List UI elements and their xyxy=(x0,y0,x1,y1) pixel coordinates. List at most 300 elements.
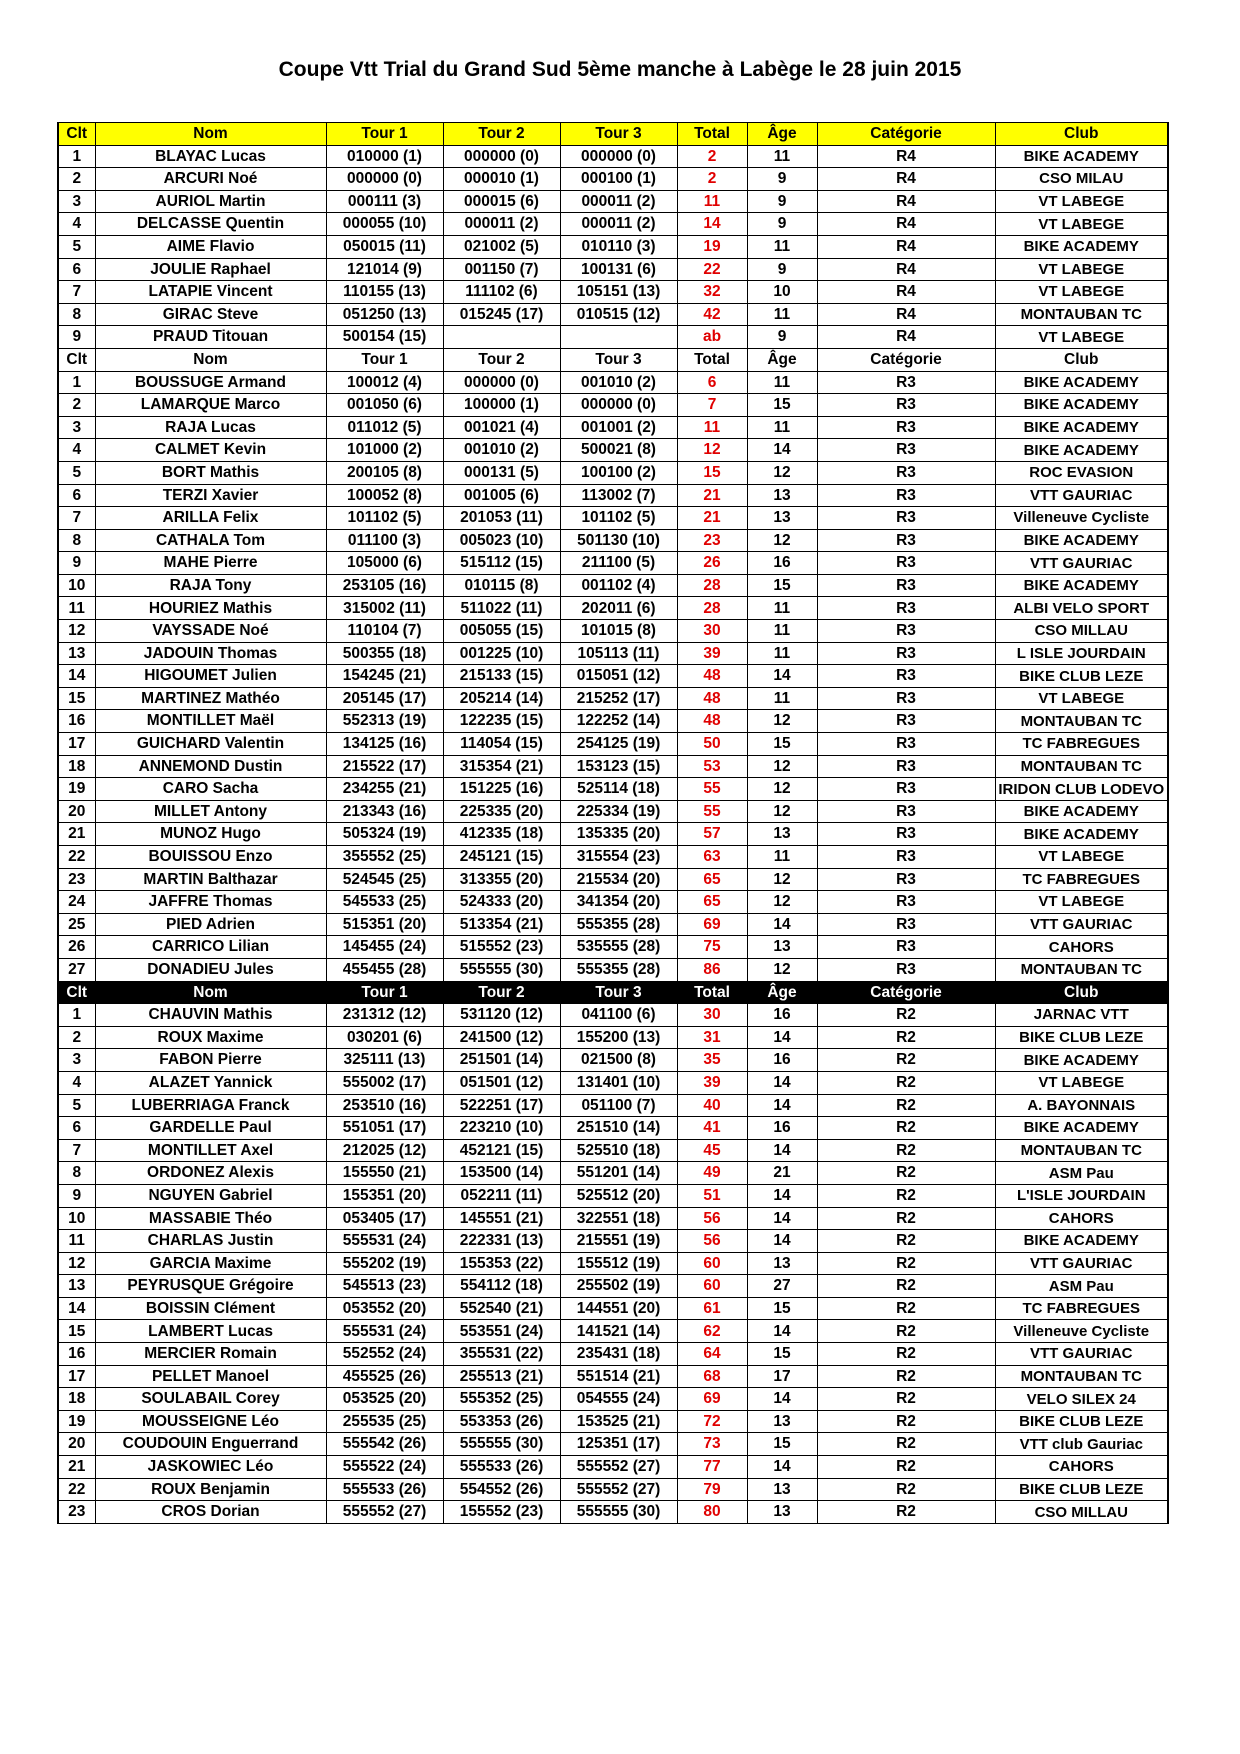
tour3-cell: 555552 (27) xyxy=(560,1456,677,1479)
table-row xyxy=(58,687,1168,710)
name-cell: CALMET Kevin xyxy=(95,439,326,462)
name-cell: ORDONEZ Alexis xyxy=(95,1162,326,1185)
tour3-cell: 000000 (0) xyxy=(560,394,677,417)
tour1-cell: 215522 (17) xyxy=(326,755,443,778)
tour1-cell: 555531 (24) xyxy=(326,1230,443,1253)
total-cell: 39 xyxy=(677,1071,747,1094)
tour3-cell: 555552 (27) xyxy=(560,1478,677,1501)
name-cell: CHARLAS Justin xyxy=(95,1230,326,1253)
table-row xyxy=(58,574,1168,597)
age-cell: 11 xyxy=(747,597,817,620)
name-cell: BLAYAC Lucas xyxy=(95,145,326,168)
club-cell: VT LABEGE xyxy=(995,258,1168,281)
rank-cell: 7 xyxy=(58,1139,95,1162)
rank-cell: 23 xyxy=(58,868,95,891)
tour1-cell: 100052 (8) xyxy=(326,484,443,507)
tour2-cell: 522251 (17) xyxy=(443,1094,560,1117)
category-cell: R3 xyxy=(817,687,995,710)
tour2-cell: 524333 (20) xyxy=(443,891,560,914)
tour2-cell: 225335 (20) xyxy=(443,800,560,823)
name-cell: GUICHARD Valentin xyxy=(95,733,326,756)
tour1-cell: 011100 (3) xyxy=(326,529,443,552)
tour3-cell: 525512 (20) xyxy=(560,1184,677,1207)
rank-cell: 18 xyxy=(58,1388,95,1411)
rank-cell: 4 xyxy=(58,439,95,462)
column-header: Total xyxy=(677,123,747,146)
tour2-cell: 555555 (30) xyxy=(443,958,560,981)
tour1-cell: 145455 (24) xyxy=(326,936,443,959)
club-cell: BIKE ACADEMY xyxy=(995,371,1168,394)
rank-cell: 27 xyxy=(58,958,95,981)
total-cell: 65 xyxy=(677,891,747,914)
category-cell: R3 xyxy=(817,416,995,439)
tour2-cell: 515112 (15) xyxy=(443,552,560,575)
name-cell: ARILLA Felix xyxy=(95,507,326,530)
club-cell: VT LABEGE xyxy=(995,1071,1168,1094)
rank-cell: 8 xyxy=(58,1162,95,1185)
category-cell: R2 xyxy=(817,1297,995,1320)
club-cell: BIKE CLUB LEZE xyxy=(995,1410,1168,1433)
tour2-cell: 145551 (21) xyxy=(443,1207,560,1230)
category-cell: R3 xyxy=(817,778,995,801)
name-cell: MARTINEZ Mathéo xyxy=(95,687,326,710)
club-cell: BIKE ACADEMY xyxy=(995,235,1168,258)
name-cell: AIME Flavio xyxy=(95,235,326,258)
total-cell: 56 xyxy=(677,1230,747,1253)
name-cell: PRAUD Titouan xyxy=(95,326,326,349)
total-cell: 32 xyxy=(677,281,747,304)
club-cell: MONTAUBAN TC xyxy=(995,958,1168,981)
tour2-cell: 412335 (18) xyxy=(443,823,560,846)
category-cell: R4 xyxy=(817,303,995,326)
category-cell: R4 xyxy=(817,326,995,349)
rank-cell: 6 xyxy=(58,258,95,281)
age-cell: 14 xyxy=(747,1094,817,1117)
total-cell: 30 xyxy=(677,1004,747,1027)
club-cell: BIKE ACADEMY xyxy=(995,1230,1168,1253)
table-row xyxy=(58,1388,1168,1411)
total-cell: 11 xyxy=(677,416,747,439)
club-cell: BIKE CLUB LEZE xyxy=(995,665,1168,688)
tour2-cell: 223210 (10) xyxy=(443,1117,560,1140)
tour1-cell: 552313 (19) xyxy=(326,710,443,733)
tour2-cell: 515552 (23) xyxy=(443,936,560,959)
total-cell: 23 xyxy=(677,529,747,552)
column-header: Clt xyxy=(58,981,95,1004)
table-row xyxy=(58,394,1168,417)
rank-cell: 8 xyxy=(58,529,95,552)
column-header: Tour 1 xyxy=(326,981,443,1004)
rank-cell: 15 xyxy=(58,687,95,710)
name-cell: MARTIN Balthazar xyxy=(95,868,326,891)
table-row xyxy=(58,1275,1168,1298)
name-cell: CARO Sacha xyxy=(95,778,326,801)
name-cell: BOUSSUGE Armand xyxy=(95,371,326,394)
age-cell: 15 xyxy=(747,733,817,756)
tour3-cell: 010515 (12) xyxy=(560,303,677,326)
age-cell: 14 xyxy=(747,665,817,688)
age-cell: 11 xyxy=(747,846,817,869)
table-row xyxy=(58,1139,1168,1162)
age-cell: 14 xyxy=(747,1207,817,1230)
rank-cell: 9 xyxy=(58,326,95,349)
tour1-cell: 001050 (6) xyxy=(326,394,443,417)
total-cell: 12 xyxy=(677,439,747,462)
total-cell: 45 xyxy=(677,1139,747,1162)
club-cell: VTT club Gauriac xyxy=(995,1433,1168,1456)
name-cell: BORT Mathis xyxy=(95,461,326,484)
tour2-cell: 005055 (15) xyxy=(443,620,560,643)
age-cell: 9 xyxy=(747,258,817,281)
tour1-cell: 315002 (11) xyxy=(326,597,443,620)
club-cell: TC FABREGUES xyxy=(995,868,1168,891)
rank-cell: 19 xyxy=(58,778,95,801)
category-cell: R2 xyxy=(817,1230,995,1253)
rank-cell: 5 xyxy=(58,235,95,258)
tour3-cell: 525114 (18) xyxy=(560,778,677,801)
rank-cell: 3 xyxy=(58,190,95,213)
tour1-cell: 545533 (25) xyxy=(326,891,443,914)
category-cell: R2 xyxy=(817,1501,995,1524)
tour1-cell: 110104 (7) xyxy=(326,620,443,643)
category-cell: R3 xyxy=(817,642,995,665)
age-cell: 12 xyxy=(747,461,817,484)
tour1-cell: 155550 (21) xyxy=(326,1162,443,1185)
tour3-cell: 141521 (14) xyxy=(560,1320,677,1343)
tour1-cell: 555552 (27) xyxy=(326,1501,443,1524)
tour1-cell: 011012 (5) xyxy=(326,416,443,439)
table-row xyxy=(58,1094,1168,1117)
rank-cell: 7 xyxy=(58,281,95,304)
tour3-cell: 525510 (18) xyxy=(560,1139,677,1162)
tour2-cell: 001005 (6) xyxy=(443,484,560,507)
category-cell: R3 xyxy=(817,597,995,620)
total-cell: 50 xyxy=(677,733,747,756)
age-cell: 14 xyxy=(747,1184,817,1207)
table-row xyxy=(58,665,1168,688)
tour1-cell: 524545 (25) xyxy=(326,868,443,891)
rank-cell: 24 xyxy=(58,891,95,914)
tour1-cell: 101102 (5) xyxy=(326,507,443,530)
tour1-cell: 212025 (12) xyxy=(326,1139,443,1162)
category-cell: R3 xyxy=(817,846,995,869)
age-cell: 13 xyxy=(747,823,817,846)
column-header: Tour 2 xyxy=(443,123,560,146)
rank-cell: 22 xyxy=(58,846,95,869)
category-cell: R2 xyxy=(817,1139,995,1162)
age-cell: 10 xyxy=(747,281,817,304)
tour1-cell: 255535 (25) xyxy=(326,1410,443,1433)
rank-cell: 17 xyxy=(58,1365,95,1388)
tour1-cell: 100012 (4) xyxy=(326,371,443,394)
total-cell: 73 xyxy=(677,1433,747,1456)
rank-cell: 5 xyxy=(58,1094,95,1117)
tour1-cell: 134125 (16) xyxy=(326,733,443,756)
name-cell: PIED Adrien xyxy=(95,913,326,936)
rank-cell: 10 xyxy=(58,574,95,597)
rank-cell: 4 xyxy=(58,1071,95,1094)
club-cell: VT LABEGE xyxy=(995,190,1168,213)
rank-cell: 12 xyxy=(58,620,95,643)
total-cell: 30 xyxy=(677,620,747,643)
column-header: Tour 3 xyxy=(560,123,677,146)
name-cell: CARRICO Lilian xyxy=(95,936,326,959)
rank-cell: 4 xyxy=(58,213,95,236)
rank-cell: 23 xyxy=(58,1501,95,1524)
table-row xyxy=(58,1252,1168,1275)
rank-cell: 2 xyxy=(58,168,95,191)
age-cell: 14 xyxy=(747,1388,817,1411)
rank-cell: 15 xyxy=(58,1320,95,1343)
total-cell: 60 xyxy=(677,1252,747,1275)
table-row xyxy=(58,507,1168,530)
age-cell: 13 xyxy=(747,1252,817,1275)
name-cell: MONTILLET Axel xyxy=(95,1139,326,1162)
club-cell: MONTAUBAN TC xyxy=(995,1365,1168,1388)
club-cell: MONTAUBAN TC xyxy=(995,1139,1168,1162)
category-cell: R3 xyxy=(817,733,995,756)
tour2-cell: 000000 (0) xyxy=(443,371,560,394)
table-row xyxy=(58,1433,1168,1456)
name-cell: BOUISSOU Enzo xyxy=(95,846,326,869)
rank-cell: 2 xyxy=(58,1026,95,1049)
total-cell: 21 xyxy=(677,507,747,530)
tour1-cell: 000000 (0) xyxy=(326,168,443,191)
category-cell: R2 xyxy=(817,1365,995,1388)
total-cell: 6 xyxy=(677,371,747,394)
name-cell: HIGOUMET Julien xyxy=(95,665,326,688)
name-cell: ALAZET Yannick xyxy=(95,1071,326,1094)
tour2-cell: 114054 (15) xyxy=(443,733,560,756)
category-cell: R3 xyxy=(817,755,995,778)
category-cell: R3 xyxy=(817,529,995,552)
tour3-cell: 555355 (28) xyxy=(560,958,677,981)
club-cell: VT LABEGE xyxy=(995,326,1168,349)
club-cell: ASM Pau xyxy=(995,1275,1168,1298)
club-cell: Villeneuve Cycliste xyxy=(995,507,1168,530)
tour3-cell: 535555 (28) xyxy=(560,936,677,959)
tour3-cell: 341354 (20) xyxy=(560,891,677,914)
category-cell: R4 xyxy=(817,213,995,236)
column-header: Club xyxy=(995,123,1168,146)
category-cell: R4 xyxy=(817,190,995,213)
age-cell: 11 xyxy=(747,687,817,710)
total-cell: 68 xyxy=(677,1365,747,1388)
age-cell: 15 xyxy=(747,1297,817,1320)
tour3-cell: 001102 (4) xyxy=(560,574,677,597)
tour3-cell: 155512 (19) xyxy=(560,1252,677,1275)
age-cell: 9 xyxy=(747,213,817,236)
name-cell: GARCIA Maxime xyxy=(95,1252,326,1275)
name-cell: LATAPIE Vincent xyxy=(95,281,326,304)
total-cell: 49 xyxy=(677,1162,747,1185)
age-cell: 16 xyxy=(747,1117,817,1140)
age-cell: 13 xyxy=(747,507,817,530)
tour2-cell: 000000 (0) xyxy=(443,145,560,168)
club-cell: BIKE CLUB LEZE xyxy=(995,1026,1168,1049)
tour3-cell: 322551 (18) xyxy=(560,1207,677,1230)
table-row xyxy=(58,326,1168,349)
age-cell: 11 xyxy=(747,371,817,394)
name-cell: VAYSSADE Noé xyxy=(95,620,326,643)
tour1-cell: 010000 (1) xyxy=(326,145,443,168)
club-cell: IRIDON CLUB LODEVO xyxy=(995,778,1168,801)
tour2-cell: 251501 (14) xyxy=(443,1049,560,1072)
tour3-cell: 000011 (2) xyxy=(560,213,677,236)
tour1-cell: 500154 (15) xyxy=(326,326,443,349)
table-row xyxy=(58,484,1168,507)
tour3-cell: 105151 (13) xyxy=(560,281,677,304)
category-cell: R2 xyxy=(817,1071,995,1094)
age-cell: 12 xyxy=(747,891,817,914)
tour3-cell: 015051 (12) xyxy=(560,665,677,688)
column-header: Clt xyxy=(58,348,95,371)
tour2-cell: 000131 (5) xyxy=(443,461,560,484)
total-cell: 35 xyxy=(677,1049,747,1072)
table-row xyxy=(58,1117,1168,1140)
tour3-cell: 001001 (2) xyxy=(560,416,677,439)
column-header: Nom xyxy=(95,981,326,1004)
club-cell: MONTAUBAN TC xyxy=(995,710,1168,733)
table-row xyxy=(58,913,1168,936)
table-row xyxy=(58,800,1168,823)
section-header-row xyxy=(58,123,1168,146)
tour3-cell xyxy=(560,326,677,349)
table-row xyxy=(58,733,1168,756)
column-header: Tour 3 xyxy=(560,348,677,371)
club-cell: BIKE ACADEMY xyxy=(995,1049,1168,1072)
tour1-cell: 545513 (23) xyxy=(326,1275,443,1298)
age-cell: 15 xyxy=(747,574,817,597)
tour2-cell: 222331 (13) xyxy=(443,1230,560,1253)
rank-cell: 13 xyxy=(58,1275,95,1298)
tour3-cell: 501130 (10) xyxy=(560,529,677,552)
tour1-cell: 555522 (24) xyxy=(326,1456,443,1479)
column-header: Catégorie xyxy=(817,348,995,371)
total-cell: 72 xyxy=(677,1410,747,1433)
category-cell: R3 xyxy=(817,507,995,530)
club-cell: VTT GAURIAC xyxy=(995,1343,1168,1366)
name-cell: BOISSIN Clément xyxy=(95,1297,326,1320)
tour2-cell: 355531 (22) xyxy=(443,1343,560,1366)
tour1-cell: 051250 (13) xyxy=(326,303,443,326)
rank-cell: 16 xyxy=(58,710,95,733)
tour3-cell: 202011 (6) xyxy=(560,597,677,620)
rank-cell: 13 xyxy=(58,642,95,665)
tour1-cell: 355552 (25) xyxy=(326,846,443,869)
total-cell: 63 xyxy=(677,846,747,869)
table-row xyxy=(58,461,1168,484)
table-row xyxy=(58,846,1168,869)
name-cell: COUDOUIN Enguerrand xyxy=(95,1433,326,1456)
table-row xyxy=(58,642,1168,665)
age-cell: 14 xyxy=(747,1456,817,1479)
total-cell: 28 xyxy=(677,597,747,620)
tour3-cell: 500021 (8) xyxy=(560,439,677,462)
tour3-cell: 100100 (2) xyxy=(560,461,677,484)
tour2-cell: 201053 (11) xyxy=(443,507,560,530)
tour1-cell: 000111 (3) xyxy=(326,190,443,213)
tour2-cell: 513354 (21) xyxy=(443,913,560,936)
tour2-cell: 554552 (26) xyxy=(443,1478,560,1501)
name-cell: NGUYEN Gabriel xyxy=(95,1184,326,1207)
age-cell: 13 xyxy=(747,936,817,959)
name-cell: MASSABIE Théo xyxy=(95,1207,326,1230)
tour2-cell: 452121 (15) xyxy=(443,1139,560,1162)
rank-cell: 9 xyxy=(58,1184,95,1207)
rank-cell: 19 xyxy=(58,1410,95,1433)
age-cell: 15 xyxy=(747,394,817,417)
name-cell: MAHE Pierre xyxy=(95,552,326,575)
column-header: Âge xyxy=(747,981,817,1004)
total-cell: 60 xyxy=(677,1275,747,1298)
table-row xyxy=(58,1501,1168,1524)
age-cell: 14 xyxy=(747,1320,817,1343)
age-cell: 14 xyxy=(747,1230,817,1253)
tour2-cell: 153500 (14) xyxy=(443,1162,560,1185)
club-cell: L'ISLE JOURDAIN xyxy=(995,1184,1168,1207)
tour1-cell: 500355 (18) xyxy=(326,642,443,665)
tour3-cell: 100131 (6) xyxy=(560,258,677,281)
name-cell: JAFFRE Thomas xyxy=(95,891,326,914)
rank-cell: 17 xyxy=(58,733,95,756)
total-cell: 69 xyxy=(677,1388,747,1411)
tour2-cell: 555555 (30) xyxy=(443,1433,560,1456)
category-cell: R2 xyxy=(817,1456,995,1479)
total-cell: 56 xyxy=(677,1207,747,1230)
rank-cell: 20 xyxy=(58,800,95,823)
tour3-cell: 555355 (28) xyxy=(560,913,677,936)
club-cell: TC FABREGUES xyxy=(995,733,1168,756)
tour1-cell: 213343 (16) xyxy=(326,800,443,823)
tour2-cell: 151225 (16) xyxy=(443,778,560,801)
tour3-cell: 153123 (15) xyxy=(560,755,677,778)
tour3-cell: 215551 (19) xyxy=(560,1230,677,1253)
tour2-cell: 100000 (1) xyxy=(443,394,560,417)
table-row xyxy=(58,778,1168,801)
tour2-cell: 553551 (24) xyxy=(443,1320,560,1343)
rank-cell: 1 xyxy=(58,145,95,168)
table-row xyxy=(58,416,1168,439)
table-row xyxy=(58,1162,1168,1185)
name-cell: JADOUIN Thomas xyxy=(95,642,326,665)
rank-cell: 22 xyxy=(58,1478,95,1501)
tour1-cell: 101000 (2) xyxy=(326,439,443,462)
tour3-cell: 041100 (6) xyxy=(560,1004,677,1027)
rank-cell: 9 xyxy=(58,552,95,575)
rank-cell: 7 xyxy=(58,507,95,530)
tour3-cell: 551514 (21) xyxy=(560,1365,677,1388)
age-cell: 15 xyxy=(747,1343,817,1366)
total-cell: 57 xyxy=(677,823,747,846)
category-cell: R2 xyxy=(817,1094,995,1117)
category-cell: R3 xyxy=(817,936,995,959)
tour2-cell: 552540 (21) xyxy=(443,1297,560,1320)
category-cell: R2 xyxy=(817,1049,995,1072)
name-cell: MONTILLET Maël xyxy=(95,710,326,733)
tour2-cell: 051501 (12) xyxy=(443,1071,560,1094)
section-header-row xyxy=(58,981,1168,1004)
club-cell: BIKE ACADEMY xyxy=(995,145,1168,168)
age-cell: 14 xyxy=(747,1026,817,1049)
club-cell: CSO MILLAU xyxy=(995,620,1168,643)
table-row xyxy=(58,190,1168,213)
tour3-cell: 255502 (19) xyxy=(560,1275,677,1298)
tour1-cell: 455455 (28) xyxy=(326,958,443,981)
club-cell: BIKE ACADEMY xyxy=(995,529,1168,552)
column-header: Total xyxy=(677,981,747,1004)
club-cell: A. BAYONNAIS xyxy=(995,1094,1168,1117)
